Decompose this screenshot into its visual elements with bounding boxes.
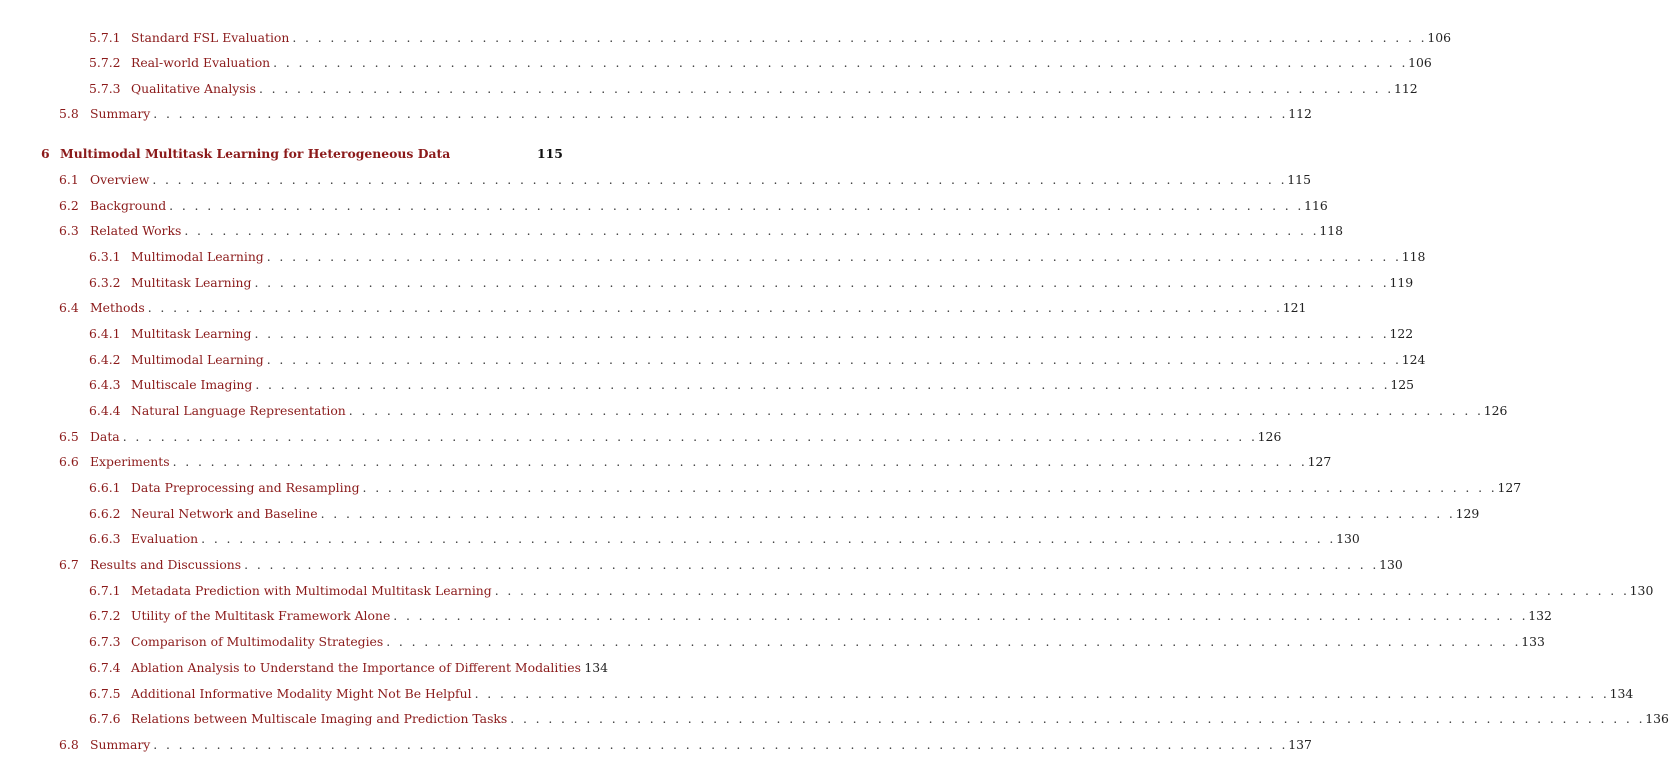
toc-entry-title[interactable]: Overview (90, 172, 150, 187)
toc-leader-dots: . . . . . . . . . . . . . . . . . . . . . . . . . . . . . . . . . . . . . . . . . . . . . . . . . . . . . . . . . . . . . . . . . . . . . . . . . . . . . . . . . . . . . . . . . . (244, 557, 1379, 572)
toc-entry-page-number[interactable]: 118 (1401, 249, 1426, 264)
toc-entry-title[interactable]: Background (90, 198, 167, 213)
toc-entry-title[interactable]: Ablation Analysis to Understand the Importance of Different Modalities (131, 660, 581, 675)
toc-entry-number: 6.7.2 (89, 608, 121, 623)
toc-entry-page-number[interactable]: 133 (1521, 634, 1545, 649)
toc-leader-dots: . . . . . . . . . . . . . . . . . . . . . . . . . . . . . . . . . . . . . . . . . . . . . . . . . . . . . . . . . . . . . . . . . . . . . . . . . . . . . . . . . . . . . . . . . . (386, 634, 1521, 649)
toc-entry-number: 5.7.2 (89, 55, 121, 70)
toc-entry-title[interactable]: Utility of the Multitask Framework Alone (131, 608, 391, 623)
toc-subsection-entry[interactable] (89, 582, 1654, 600)
toc-leader-dots: . . . . . . . . . . . . . . . . . . . . . . . . . . . . . . . . . . . . . . . . . . . . . . . . . . . . . . . . . . . . . . . . . . . . . . . . . . . . . . . . . . . . . . . . . . (201, 531, 1336, 546)
toc-entry-page-number[interactable]: 127 (1307, 454, 1332, 469)
toc-entry-number: 5.7.1 (89, 30, 121, 45)
toc-subsection-entry[interactable] (89, 633, 1545, 651)
toc-entry-title[interactable]: Experiments (90, 454, 170, 469)
toc-subsection-entry[interactable] (89, 710, 1669, 728)
toc-entry-page-number[interactable]: 130 (1629, 583, 1654, 598)
toc-entry-number: 6.7.6 (89, 711, 121, 726)
toc-leader-dots: . . . . . . . . . . . . . . . . . . . . . . . . . . . . . . . . . . . . . . . . . . . . . . . . . . . . . . . . . . . . . . . . . . . . . . . . . . . . . . . . . . . . . . . . . . (266, 352, 1402, 367)
toc-entry-number: 6.4 (59, 300, 79, 315)
toc-entry-number: 6.7.5 (89, 686, 121, 701)
toc-entry-number: 5.7.3 (89, 81, 121, 96)
toc-entry-page-number[interactable]: 136 (1645, 711, 1669, 726)
toc-subsection-entry[interactable] (89, 248, 1426, 266)
toc-entry-page-number[interactable]: 118 (1319, 223, 1343, 238)
toc-entry-page-number[interactable]: 119 (1389, 275, 1414, 290)
toc-leader-dots: . . . . . . . . . . . . . . . . . . . . . . . . . . . . . . . . . . . . . . . . . . . . . . . . . . . . . . . . . . . . . . . . . . . . . . . . . . . . . . . . . . . . . . . . . . (184, 223, 1319, 238)
toc-leader-dots: . . . . . . . . . . . . . . . . . . . . . . . . . . . . . . . . . . . . . . . . . . . . . . . . . . . . . . . . . . . . . . . . . . . . . . . . . . . . . . . . . . . . . . . . . . (494, 583, 1630, 598)
toc-entry-number: 6.8 (59, 737, 79, 752)
toc-entry-title[interactable]: Standard FSL Evaluation (131, 30, 290, 45)
toc-entry-title[interactable]: Summary (90, 737, 151, 752)
toc-entry-number: 6.7.1 (89, 583, 121, 598)
toc-entry-title[interactable]: Qualitative Analysis (131, 81, 256, 96)
toc-entry-number: 6.6.2 (89, 506, 121, 521)
toc-entry-title[interactable]: Multiscale Imaging (131, 377, 253, 392)
toc-leader-dots: . . . . . . . . . . . . . . . . . . . . . . . . . . . . . . . . . . . . . . . . . . . . . . . . . . . . . . . . . . . . . . . . . . . . . . . . . . . . . . . . . . . . . . . . . . (254, 326, 1390, 341)
toc-entry-title[interactable]: Additional Informative Modality Might Not Be Helpful (131, 686, 472, 701)
toc-entry-page-number[interactable]: 116 (1304, 198, 1328, 213)
toc-subsection-entry[interactable] (89, 479, 1522, 497)
toc-section-entry[interactable] (59, 105, 1312, 123)
toc-section-entry[interactable] (59, 556, 1403, 574)
toc-entry-number: 6.5 (59, 429, 79, 444)
toc-leader-dots: . . . . . . . . . . . . . . . . . . . . . . . . . . . . . . . . . . . . . . . . . . . . . . . . . . . . . . . . . . . . . . . . . . . . . . . . . . . . . . . . . . . . . . . . . . (474, 686, 1610, 701)
toc-entry-page-number[interactable]: 127 (1497, 480, 1522, 495)
toc-leader-dots: . . . . . . . . . . . . . . . . . . . . . . . . . . . . . . . . . . . . . . . . . . . . . . . . . . . . . . . . . . . . . . . . . . . . . . . . . . . . . . . . . . . . . . . . . . (266, 249, 1402, 264)
toc-entry-title[interactable]: Data (90, 429, 120, 444)
toc-entry-number: 6.1 (59, 172, 79, 187)
toc-section-entry[interactable] (59, 197, 1328, 215)
toc-subsection-entry[interactable] (89, 530, 1360, 548)
toc-section-entry[interactable] (59, 171, 1311, 189)
toc-entry-page-number[interactable]: 126 (1483, 403, 1508, 418)
toc-entry-page-number[interactable]: 115 (537, 146, 563, 161)
toc-leader-dots: . . . . . . . . . . . . . . . . . . . . . . . . . . . . . . . . . . . . . . . . . . . . . . . . . . . . . . . . . . . . . . . . . . . . . . . . . . . . . . . . . . . . . . . . . . (348, 403, 1484, 418)
toc-leader-dots: . . . . . . . . . . . . . . . . . . . . . . . . . . . . . . . . . . . . . . . . . . . . . . . . . . . . . . . . . . . . . . . . . . . . . . . . . . . . . . . . . . . . . . . . . . (362, 480, 1498, 495)
toc-entry-number: 6.3.2 (89, 275, 121, 290)
toc-entry-number: 6.6 (59, 454, 79, 469)
toc-entry-title[interactable]: Multimodal Multitask Learning for Heterogeneous Data (60, 146, 451, 161)
toc-entry-number: 6.3 (59, 223, 79, 238)
toc-entry-number: 6 (41, 146, 50, 161)
toc-subsection-entry[interactable] (89, 325, 1414, 343)
toc-entry-page-number[interactable]: 115 (1287, 172, 1311, 187)
toc-entry-title[interactable]: Methods (90, 300, 145, 315)
toc-leader-dots: . . . . . . . . . . . . . . . . . . . . . . . . . . . . . . . . . . . . . . . . . . . . . . . . . . . . . . . . . . . . . . . . . . . . . . . . . . . . . . . . . . . . . . . . . . (510, 711, 1645, 726)
toc-chapter-entry[interactable] (41, 145, 561, 163)
toc-subsection-entry[interactable] (89, 685, 1634, 703)
toc-subsection-entry[interactable] (89, 505, 1480, 523)
toc-entry-page-number[interactable]: 106 (1427, 30, 1451, 45)
toc-section-entry[interactable] (59, 736, 1312, 754)
toc-entry-number: 6.2 (59, 198, 79, 213)
toc-subsection-entry[interactable] (89, 80, 1418, 98)
toc-entry-title[interactable]: Comparison of Multimodality Strategies (131, 634, 384, 649)
toc-subsection-entry[interactable] (89, 607, 1552, 625)
toc-subsection-entry[interactable] (89, 29, 1451, 47)
toc-section-entry[interactable] (59, 222, 1343, 240)
toc-entry-page-number[interactable]: 124 (1401, 352, 1426, 367)
toc-entry-page-number[interactable]: 112 (1393, 81, 1418, 96)
toc-entry-number: 6.7.4 (89, 660, 121, 675)
toc-leader-dots: . . . . . . . . . . . . . . . . . . . . . . . . . . . . . . . . . . . . . . . . . . . . . . . . . . . . . . . . . . . . . . . . . . . . . . . . . . . . . . . . . . . . . . . . . . (169, 198, 1304, 213)
toc-entry-page-number[interactable]: 106 (1408, 55, 1432, 70)
toc-entry-number: 6.4.3 (89, 377, 121, 392)
toc-entry-title[interactable]: Evaluation (131, 531, 199, 546)
toc-entry-page-number[interactable]: 125 (1390, 377, 1414, 392)
toc-leader-dots: . . . . . . . . . . . . . . . . . . . . . . . . . . . . . . . . . . . . . . . . . . . . . . . . . . . . . . . . . . . . . . . . . . . . . . . . . . . . . . . . . . . . . . . . . . (292, 30, 1427, 45)
toc-entry-number: 6.7 (59, 557, 79, 572)
toc-leader-dots: . . . . . . . . . . . . . . . . . . . . . . . . . . . . . . . . . . . . . . . . . . . . . . . . . . . . . . . . . . . . . . . . . . . . . . . . . . . . . . . . . . . . . . . . . . (122, 429, 1258, 444)
toc-entry-page-number[interactable]: 132 (1528, 608, 1552, 623)
toc-leader-dots: . . . . . . . . . . . . . . . . . . . . . . . . . . . . . . . . . . . . . . . . . . . . . . . . . . . . . . . . . . . . . . . . . . . . . . . . . . . . . . . . . . . . . . . . . . (172, 454, 1308, 469)
toc-section-entry[interactable] (59, 299, 1307, 317)
toc-leader-dots: . . . . . . . . . . . . . . . . . . . . . . . . . . . . . . . . . . . . . . . . . . . . . . . . . . . . . . . . . . . . . . . . . . . . . . . . . . . . . . . . . . . . . . . . . . (255, 377, 1390, 392)
toc-entry-page-number[interactable]: 130 (1379, 557, 1403, 572)
toc-leader-dots: . . . . . . . . . . . . . . . . . . . . . . . . . . . . . . . . . . . . . . . . . . . . . . . . . . . . . . . . . . . . . . . . . . . . . . . . . . . . . . . . . . . . . . . . . . (153, 106, 1288, 121)
toc-entry-title[interactable]: Results and Discussions (90, 557, 242, 572)
toc-entry-number: 6.4.4 (89, 403, 121, 418)
toc-entry-title[interactable]: Real-world Evaluation (131, 55, 271, 70)
toc-entry-page-number[interactable]: 134 (584, 660, 608, 675)
toc-leader-dots: . . . . . . . . . . . . . . . . . . . . . . . . . . . . . . . . . . . . . . . . . . . . . . . . . . . . . . . . . . . . . . . . . . . . . . . . . . . . . . . . . . . . . . . . . . (147, 300, 1283, 315)
toc-entry-page-number[interactable]: 129 (1455, 506, 1480, 521)
toc-subsection-entry[interactable] (89, 351, 1426, 369)
toc-entry-number: 6.4.1 (89, 326, 121, 341)
toc-leader-dots: . . . . . . . . . . . . . . . . . . . . . . . . . . . . . . . . . . . . . . . . . . . . . . . . . . . . . . . . . . . . . . . . . . . . . . . . . . . . . . . . . . . . . . . . . . (273, 55, 1408, 70)
toc-entry-number: 6.6.3 (89, 531, 121, 546)
toc-leader-dots: . . . . . . . . . . . . . . . . . . . . . . . . . . . . . . . . . . . . . . . . . . . . . . . . . . . . . . . . . . . . . . . . . . . . . . . . . . . . . . . . . . . . . . . . . . (320, 506, 1456, 521)
toc-entry-title[interactable]: Multimodal Learning (131, 249, 264, 264)
toc-entry-title[interactable]: Metadata Prediction with Multimodal Multitask Learning (131, 583, 492, 598)
toc-entry-number: 6.4.2 (89, 352, 121, 367)
toc-entry-page-number[interactable]: 112 (1288, 106, 1312, 121)
toc-entry-title[interactable]: Data Preprocessing and Resampling (131, 480, 360, 495)
toc-subsection-entry[interactable] (89, 376, 1414, 394)
toc-leader-dots: . . . . . . . . . . . . . . . . . . . . . . . . . . . . . . . . . . . . . . . . . . . . . . . . . . . . . . . . . . . . . . . . . . . . . . . . . . . . . . . . . . . . . . . . . . (259, 81, 1394, 96)
toc-entry-page-number[interactable]: 122 (1389, 326, 1414, 341)
toc-entry-number: 6.7.3 (89, 634, 121, 649)
toc-entry-title[interactable]: Relations between Multiscale Imaging and Prediction Tasks (131, 711, 508, 726)
toc-leader-dots: . . . . . . . . . . . . . . . . . . . . . . . . . . . . . . . . . . . . . . . . . . . . . . . . . . . . . . . . . . . . . . . . . . . . . . . . . . . . . . . . . . . . . . . . . . (153, 737, 1288, 752)
toc-leader-dots: . . . . . . . . . . . . . . . . . . . . . . . . . . . . . . . . . . . . . . . . . . . . . . . . . . . . . . . . . . . . . . . . . . . . . . . . . . . . . . . . . . . . . . . . . . (152, 172, 1287, 187)
toc-subsection-entry[interactable] (89, 402, 1508, 420)
toc-entry-page-number[interactable]: 134 (1609, 686, 1634, 701)
toc-entry-title[interactable]: Multitask Learning (131, 326, 252, 341)
toc-entry-title[interactable]: Multimodal Learning (131, 352, 264, 367)
toc-entry-title[interactable]: Natural Language Representation (131, 403, 346, 418)
toc-leader-dots: . . . . . . . . . . . . . . . . . . . . . . . . . . . . . . . . . . . . . . . . . . . . . . . . . . . . . . . . . . . . . . . . . . . . . . . . . . . . . . . . . . . . . . . . . . (254, 275, 1390, 290)
toc-leader-dots: . . . . . . . . . . . . . . . . . . . . . . . . . . . . . . . . . . . . . . . . . . . . . . . . . . . . . . . . . . . . . . . . . . . . . . . . . . . . . . . . . . . . . . . . . . (393, 608, 1528, 623)
toc-entry-number: 6.6.1 (89, 480, 121, 495)
toc-entry-number: 6.3.1 (89, 249, 121, 264)
toc-section-entry[interactable] (59, 428, 1282, 446)
toc-section-entry[interactable] (59, 453, 1332, 471)
toc-entry-title[interactable]: Neural Network and Baseline (131, 506, 318, 521)
toc-entry-page-number[interactable]: 137 (1288, 737, 1312, 752)
toc-entry-title[interactable]: Summary (90, 106, 151, 121)
toc-entry-page-number[interactable]: 130 (1336, 531, 1360, 546)
toc-entry-title[interactable]: Related Works (90, 223, 182, 238)
toc-entry-page-number[interactable]: 121 (1282, 300, 1307, 315)
toc-subsection-entry[interactable] (89, 659, 608, 677)
toc-entry-title[interactable]: Multitask Learning (131, 275, 252, 290)
toc-entry-page-number[interactable]: 126 (1257, 429, 1282, 444)
toc-subsection-entry[interactable] (89, 274, 1414, 292)
toc-entry-number: 5.8 (59, 106, 79, 121)
toc-subsection-entry[interactable] (89, 54, 1432, 72)
